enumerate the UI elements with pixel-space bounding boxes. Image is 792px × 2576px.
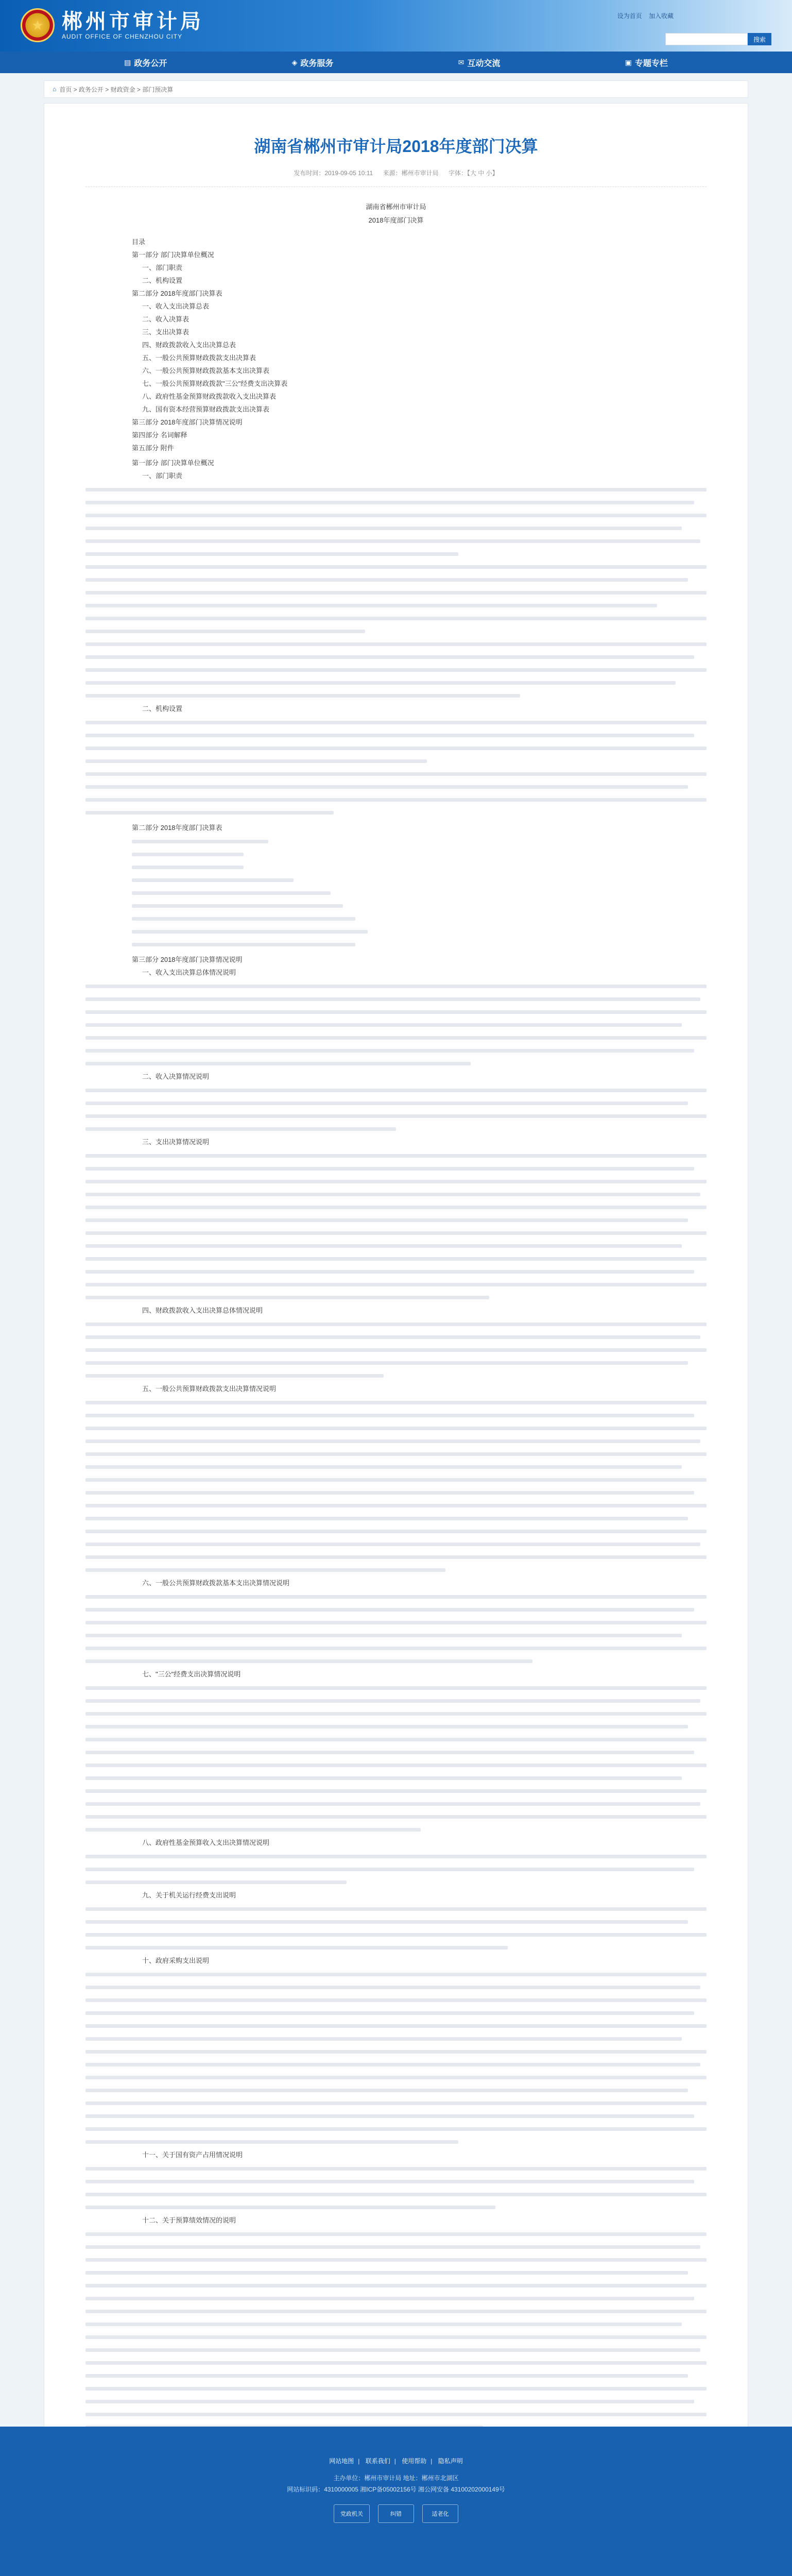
footer-info <box>0 2472 792 2495</box>
toc-item: 一、收入支出决算总表 <box>142 302 210 310</box>
paragraph-block <box>85 1084 707 1136</box>
publish-date: 发布时间：2019-09-05 10:11 <box>294 170 373 177</box>
toc-item: 一、部门职责 <box>142 264 183 272</box>
error-report-badge[interactable]: 纠错 <box>378 2504 414 2523</box>
site-title-block <box>62 10 204 40</box>
section-heading: 十二、关于预算绩效情况的说明 <box>142 2216 236 2224</box>
toc-item: 三、支出决算表 <box>142 328 190 336</box>
home-icon[interactable]: ⌂ <box>53 86 57 93</box>
toc-item: 四、财政拨款收入支出决算总表 <box>142 341 236 349</box>
search-box <box>665 33 771 45</box>
nav-label: 政务公开 <box>134 59 167 68</box>
paragraph-block <box>85 483 707 702</box>
chat-icon: ✉ <box>458 58 464 66</box>
section-heading: 九、关于机关运行经费支出说明 <box>142 1891 236 1899</box>
footer-info-line: 网站标识码：4310000005 湘ICP备05002156号 湘公网安备 43100202000149号 <box>287 2486 505 2493</box>
toc-item: 六、一般公共预算财政拨款基本支出决算表 <box>142 367 270 375</box>
site-logo[interactable] <box>21 8 204 42</box>
accessibility-badge[interactable]: 适老化 <box>422 2504 458 2523</box>
toc-item: 九、国有资本经营预算财政拨款支出决算表 <box>142 405 270 413</box>
article-source: 来源：郴州市审计局 <box>383 170 439 177</box>
paragraph-block <box>85 980 707 1070</box>
paragraph-block <box>85 1318 707 1382</box>
section-heading: 五、一般公共预算财政拨款支出决算情况说明 <box>142 1385 277 1393</box>
gov-badge[interactable]: 党政机关 <box>334 2504 370 2523</box>
footer-info-line: 主办单位：郴州市审计局 地址：郴州市北湖区 <box>333 2475 459 2482</box>
toc-item: 第五部分 附件 <box>132 444 174 452</box>
section-heading: 第二部分 2018年度部门决算表 <box>132 824 222 832</box>
nav-item-gov-affairs[interactable] <box>124 57 167 69</box>
section-heading: 七、"三公"经费支出决算情况说明 <box>142 1670 241 1678</box>
footer-link[interactable]: 隐私声明 <box>438 2458 463 2465</box>
paragraph-block <box>85 716 707 819</box>
intro-line: 2018年度部门决算 <box>368 216 424 224</box>
nav-item-interaction[interactable] <box>458 57 501 69</box>
paragraph-block <box>85 1149 707 1304</box>
paragraph-block <box>85 1968 707 2148</box>
paragraph-block <box>85 1850 707 1889</box>
font-size-switcher[interactable]: 字体：【大 中 小】 <box>448 170 498 177</box>
nav-item-services[interactable] <box>292 57 334 69</box>
article-body <box>85 235 707 2576</box>
main-nav <box>0 52 792 73</box>
toc-item: 二、机构设置 <box>142 277 183 284</box>
paragraph-block <box>85 1903 707 1954</box>
section-heading: 八、政府性基金预算收入支出决算情况说明 <box>142 1839 270 1846</box>
section-heading: 三、支出决算情况说明 <box>142 1138 210 1146</box>
toc-item: 五、一般公共预算财政拨款支出决算表 <box>142 354 256 362</box>
section-heading: 十一、关于国有资产占用情况说明 <box>142 2151 243 2159</box>
toc-heading: 目录 <box>132 238 146 246</box>
top-links <box>612 11 674 20</box>
search-input[interactable] <box>665 33 748 45</box>
section-heading: 第三部分 2018年度部门决算情况说明 <box>132 956 243 963</box>
breadcrumb-trail[interactable]: 首页 > 政务公开 > 财政资金 > 部门预决算 <box>59 86 174 93</box>
paragraph-block <box>85 1682 707 1836</box>
footer-links: 网站地图 | 联系我们 | 使用帮助 | 隐私声明 <box>329 2458 463 2465</box>
add-favorite-link[interactable]: 加入收藏 <box>648 12 674 20</box>
toc-item: 第三部分 2018年度部门决算情况说明 <box>132 418 243 426</box>
national-emblem-icon: ★ <box>21 8 55 42</box>
intro-line: 湖南省郴州市审计局 <box>366 203 426 211</box>
nav-label: 专题专栏 <box>634 59 668 68</box>
article-meta <box>85 168 707 187</box>
search-button[interactable]: 搜索 <box>748 33 771 45</box>
service-icon: ◈ <box>291 58 298 66</box>
table-list-block <box>85 835 707 951</box>
toc-item: 二、收入决算表 <box>142 315 190 323</box>
section-heading: 二、收入决算情况说明 <box>142 1073 210 1080</box>
paragraph-block <box>85 2228 707 2434</box>
toc-item: 七、一般公共预算财政拨款"三公"经费支出决算表 <box>142 380 288 387</box>
footer-badges <box>0 2504 792 2523</box>
document-intro <box>85 200 707 227</box>
nav-label: 政务服务 <box>300 59 334 68</box>
site-footer <box>0 2427 792 2576</box>
toc-item: 第四部分 名词解释 <box>132 431 187 439</box>
site-header <box>0 0 792 52</box>
nav-item-topics[interactable] <box>625 57 668 69</box>
breadcrumb <box>44 80 748 98</box>
section-heading: 二、机构设置 <box>142 705 183 713</box>
section-heading: 六、一般公共预算财政拨款基本支出决算情况说明 <box>142 1579 290 1587</box>
toc-item: 第二部分 2018年度部门决算表 <box>132 290 222 297</box>
paragraph-block <box>85 1590 707 1668</box>
section-heading: 第一部分 部门决算单位概况 <box>132 459 214 467</box>
toc-item: 八、政府性基金预算财政拨款收入支出决算表 <box>142 393 277 400</box>
footer-link[interactable]: 网站地图 <box>329 2458 354 2465</box>
footer-link[interactable]: 联系我们 <box>365 2458 390 2465</box>
set-homepage-link[interactable]: 设为首页 <box>617 12 642 20</box>
footer-link[interactable]: 使用帮助 <box>402 2458 427 2465</box>
site-title-english: AUDIT OFFICE OF CHENZHOU CITY <box>62 33 183 40</box>
section-heading: 一、部门职责 <box>142 472 183 480</box>
article-container <box>44 103 748 2576</box>
nav-label: 互动交流 <box>467 59 501 68</box>
section-heading: 一、收入支出决算总体情况说明 <box>142 969 236 976</box>
paragraph-block <box>85 1396 707 1577</box>
paragraph-block <box>85 2162 707 2214</box>
article-title: 湖南省郴州市审计局2018年度部门决算 <box>254 137 538 156</box>
toc-item: 第一部分 部门决算单位概况 <box>132 251 214 259</box>
section-heading: 四、财政拨款收入支出决算总体情况说明 <box>142 1307 263 1314</box>
document-icon: ▤ <box>124 58 131 66</box>
folder-icon: ▣ <box>625 58 632 66</box>
section-heading: 十、政府采购支出说明 <box>142 1957 210 1964</box>
site-title: 郴州市审计局 <box>62 10 204 33</box>
